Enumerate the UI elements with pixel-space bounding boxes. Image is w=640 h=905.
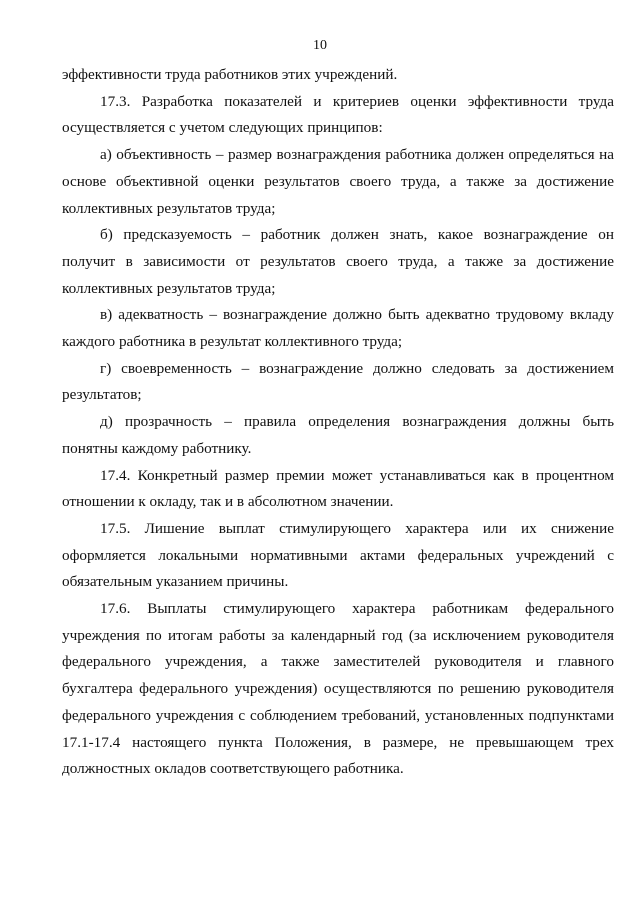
paragraph-principle-b: б) предсказуемость – работник должен знать, какое вознаграждение он получит в зависимости от результатов своего труда, а также за достижение коллективных результатов труда; <box>62 226 614 297</box>
page-number: 10 <box>313 38 327 53</box>
paragraph-continuation: эффективности труда работников этих учреждений. <box>62 66 398 83</box>
paragraph-principle-a: а) объективность – размер вознаграждения работника должен определяться на основе объективной оценки результатов своего труда, а также за достижение коллективных результатов труда; <box>62 146 614 217</box>
paragraph-17-5: 17.5. Лишение выплат стимулирующего характера или их снижение оформляется локальными нормативными актами федеральных учреждений с обязательным указанием причины. <box>62 519 614 591</box>
paragraph-principle-d: г) своевременность – вознаграждение должно следовать за достижением результатов; <box>62 359 614 404</box>
paragraph-17-6: 17.6. Выплаты стимулирующего характера работникам федерального учреждения по итогам работы за календарный год (за исключением руководителя федерального учреждения, а также заместителей руководителя и главного бухгалтера федерального учреждения) осуществляются по решению руководителя федерального учреждения с соблюдением требований, установленных подпунктами 17.1-17.4 настоящего пункта Положения, в размере, не превышающем трех должностных окладов соответствующего работника. <box>62 600 614 778</box>
paragraph-principle-c: в) адекватность – вознаграждение должно быть адекватно трудовому вкладу каждого работника в результат коллективного труда; <box>62 306 614 351</box>
paragraph-principle-e: д) прозрачность – правила определения вознаграждения должны быть понятны каждому работнику. <box>62 413 614 457</box>
paragraph-17-3: 17.3. Разработка показателей и критериев оценки эффективности труда осуществляется с учетом следующих принципов: <box>62 92 614 137</box>
document-body <box>62 62 614 783</box>
paragraph-17-4: 17.4. Конкретный размер премии может устанавливаться как в процентном отношении к окладу, так и в абсолютном значении. <box>62 466 614 511</box>
